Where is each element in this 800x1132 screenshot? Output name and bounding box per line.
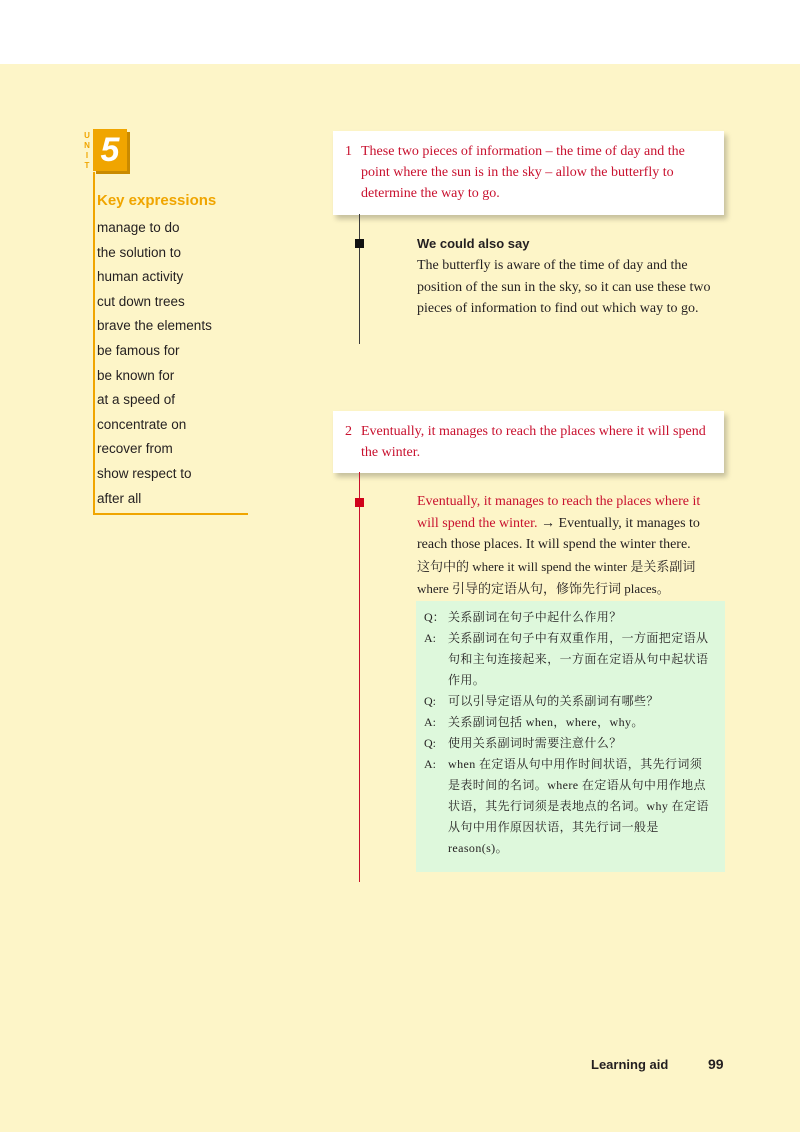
highlighted-sentence: Eventually, it manages to reach the places where it will spend the winter.: [417, 494, 701, 531]
sentence-number: 1: [345, 144, 352, 159]
qa-text: when 在定语从句中用作时间状语，其先行词须是表时间的名词。where 在定语从句中用作地点状语，其先行词须是表地点的名词。why 在定语从句中用作原因状语，其先行词一般是 reason(s)。: [448, 757, 709, 855]
key-expression-item: after all: [97, 490, 142, 506]
grammar-explanation: [417, 491, 722, 601]
sentence-1-box: [333, 131, 724, 215]
arrow-icon: →: [537, 515, 559, 531]
unit-badge: [93, 129, 127, 171]
sentence-text: Eventually, it manages to reach the places where it will spend the winter.: [361, 424, 706, 460]
key-expression-item: concentrate on: [97, 416, 187, 432]
footer-section-label: Learning aid: [591, 1057, 669, 1072]
qa-text: 关系副词在句子中起什么作用？: [448, 610, 622, 624]
key-expressions-list: [97, 216, 212, 511]
unit-label: U N I T: [84, 131, 90, 170]
key-expression-item: cut down trees: [97, 293, 185, 309]
unit-side-bar: [93, 172, 95, 515]
sentence-text: These two pieces of information – the time of day and the point where the sun is in the sky – allow the butterfly to determine the way to go.: [361, 144, 685, 201]
qa-row: [424, 733, 713, 754]
qa-row: [424, 754, 713, 859]
qa-row: [424, 691, 713, 712]
sentence-2-box: [333, 411, 724, 473]
qa-label: A:: [424, 631, 436, 645]
key-expressions-title: Key expressions: [97, 192, 217, 209]
note-connector-line: [359, 214, 360, 344]
key-expression-item: be known for: [97, 367, 175, 383]
qa-label: A:: [424, 757, 436, 771]
qa-label: A:: [424, 715, 436, 729]
sentence-number: 2: [345, 424, 352, 439]
key-expression-item: the solution to: [97, 244, 182, 260]
qa-row: [424, 628, 713, 691]
also-say-text: The butterfly is aware of the time of day and the position of the sun in the sky, so it can use these two pieces of information to find out which way to go.: [417, 258, 711, 316]
key-expression-item: be famous for: [97, 342, 180, 358]
key-expression-item: at a speed of: [97, 392, 176, 408]
qa-box: [416, 601, 725, 872]
qa-text: 使用关系副词时需要注意什么？: [448, 736, 622, 750]
key-expression-item: recover from: [97, 441, 173, 457]
key-expression-item: human activity: [97, 269, 184, 285]
key-expression-item: manage to do: [97, 220, 180, 235]
note-connector-line: [359, 472, 360, 882]
qa-row: [424, 607, 713, 628]
sidebar-bottom-rule: [93, 513, 248, 515]
qa-row: [424, 712, 713, 733]
qa-text: 可以引导定语从句的关系副词有哪些？: [448, 694, 659, 708]
key-expression-item: brave the elements: [97, 318, 212, 334]
also-say-heading: We could also say: [417, 236, 530, 251]
note-marker-square: [355, 239, 364, 248]
page-number: 99: [708, 1056, 724, 1072]
qa-label: Q:: [424, 736, 436, 750]
key-expression-item: show respect to: [97, 465, 192, 481]
chinese-note: 这句中的 where it will spend the winter 是关系副词 where 引导的定语从句，修饰先行词 places。: [417, 558, 696, 596]
qa-text: 关系副词包括 when，where，why。: [448, 715, 644, 729]
rewritten-sentence: Eventually, it manages to reach those places. It will spend the winter there.: [417, 515, 700, 552]
qa-label: Q：: [424, 610, 445, 624]
unit-number: 5: [100, 131, 120, 169]
note-marker-square: [355, 498, 364, 507]
qa-label: Q:: [424, 694, 436, 708]
page-top-margin: [0, 0, 800, 64]
qa-text: 关系副词在句子中有双重作用，一方面把定语从句和主句连接起来，一方面在定语从句中起状语作用。: [448, 631, 709, 687]
